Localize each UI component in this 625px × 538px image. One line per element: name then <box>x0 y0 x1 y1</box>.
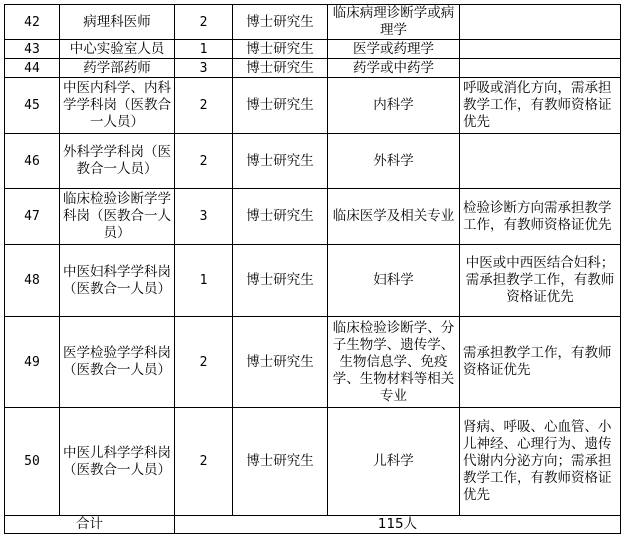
major-requirement: 临床检验诊断学、分子生物学、遗传学、生物信息学、免疫学、生物材料等相关专业 <box>328 317 460 408</box>
position-name: 中心实验室人员 <box>60 40 175 59</box>
headcount: 2 <box>175 317 233 408</box>
row-number: 50 <box>5 408 60 516</box>
major-requirement: 儿科学 <box>328 408 460 516</box>
row-number: 46 <box>5 134 60 189</box>
education-requirement: 博士研究生 <box>233 5 328 40</box>
row-number: 43 <box>5 40 60 59</box>
remarks: 肾病、呼吸、心血管、小儿神经、心理行为、遗传代谢内分泌方向；需承担教学工作，有教师资格证优先 <box>460 408 621 516</box>
row-number: 47 <box>5 189 60 245</box>
position-name: 中医儿科学学科岗（医教合一人员） <box>60 408 175 516</box>
total-label: 合计 <box>5 516 175 534</box>
headcount: 2 <box>175 408 233 516</box>
table-row <box>5 317 621 408</box>
major-requirement: 内科学 <box>328 78 460 134</box>
major-requirement: 临床医学及相关专业 <box>328 189 460 245</box>
row-number: 44 <box>5 59 60 78</box>
remarks: 需承担教学工作，有教师资格证优先 <box>460 317 621 408</box>
headcount: 2 <box>175 5 233 40</box>
headcount: 2 <box>175 78 233 134</box>
row-number: 49 <box>5 317 60 408</box>
total-row <box>5 516 621 534</box>
position-name: 中医妇科学学科岗（医教合一人员） <box>60 245 175 317</box>
headcount: 3 <box>175 59 233 78</box>
remarks <box>460 59 621 78</box>
major-requirement: 临床病理诊断学或病理学 <box>328 5 460 40</box>
major-requirement: 医学或药理学 <box>328 40 460 59</box>
remarks <box>460 5 621 40</box>
remarks <box>460 134 621 189</box>
remarks: 呼吸或消化方向，需承担教学工作，有教师资格证优先 <box>460 78 621 134</box>
position-name: 中医内科学、内科学学科岗（医教合一人员） <box>60 78 175 134</box>
position-name: 临床检验诊断学学科岗（医教合一人员） <box>60 189 175 245</box>
headcount: 1 <box>175 245 233 317</box>
table-row <box>5 78 621 134</box>
total-value: 115人 <box>175 516 621 534</box>
education-requirement: 博士研究生 <box>233 134 328 189</box>
major-requirement: 药学或中药学 <box>328 59 460 78</box>
remarks <box>460 40 621 59</box>
position-name: 外科学学科岗（医教合一人员） <box>60 134 175 189</box>
education-requirement: 博士研究生 <box>233 59 328 78</box>
remarks: 检验诊断方向需承担教学工作，有教师资格证优先 <box>460 189 621 245</box>
table-row <box>5 40 621 59</box>
education-requirement: 博士研究生 <box>233 245 328 317</box>
remarks: 中医或中西医结合妇科；需承担教学工作，有教师资格证优先 <box>460 245 621 317</box>
position-name: 医学检验学学科岗（医教合一人员） <box>60 317 175 408</box>
recruitment-table <box>4 4 621 534</box>
row-number: 42 <box>5 5 60 40</box>
education-requirement: 博士研究生 <box>233 408 328 516</box>
position-name: 药学部药师 <box>60 59 175 78</box>
row-number: 45 <box>5 78 60 134</box>
major-requirement: 妇科学 <box>328 245 460 317</box>
education-requirement: 博士研究生 <box>233 317 328 408</box>
education-requirement: 博士研究生 <box>233 40 328 59</box>
table-row <box>5 134 621 189</box>
education-requirement: 博士研究生 <box>233 189 328 245</box>
position-name: 病理科医师 <box>60 5 175 40</box>
table-row <box>5 245 621 317</box>
table-row <box>5 189 621 245</box>
headcount: 2 <box>175 134 233 189</box>
table-row <box>5 408 621 516</box>
row-number: 48 <box>5 245 60 317</box>
headcount: 1 <box>175 40 233 59</box>
table-row <box>5 5 621 40</box>
table-row <box>5 59 621 78</box>
headcount: 3 <box>175 189 233 245</box>
major-requirement: 外科学 <box>328 134 460 189</box>
education-requirement: 博士研究生 <box>233 78 328 134</box>
